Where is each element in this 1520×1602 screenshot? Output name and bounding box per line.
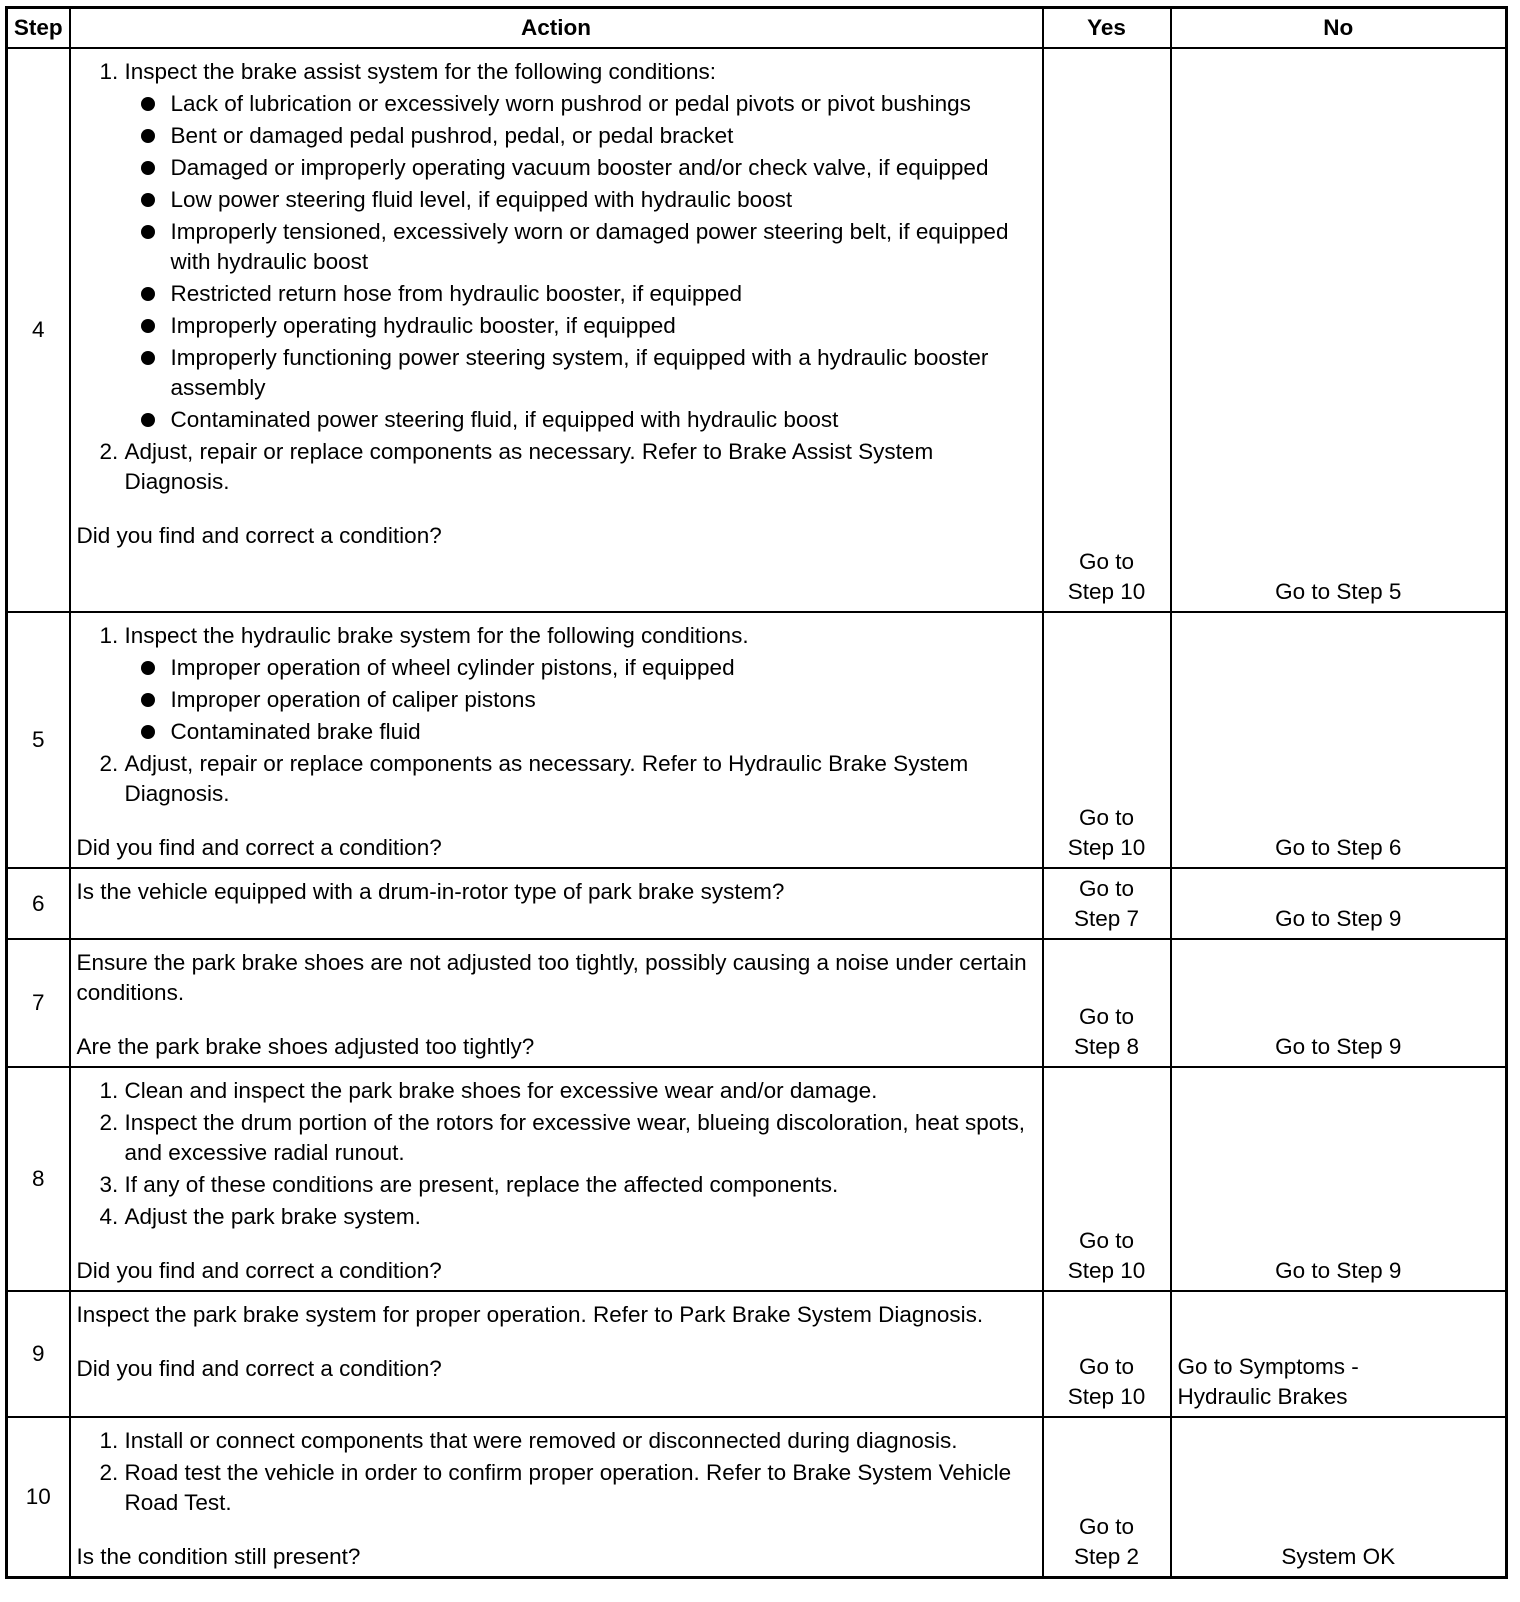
yes-text-line2: Step 10 <box>1067 1384 1146 1409</box>
list-item-text: Inspect the hydraulic brake system for the following conditions. <box>124 623 749 648</box>
yes-cell <box>1043 939 1171 1067</box>
bullet-item: Improperly tensioned, excessively worn or damaged power steering belt, if equipped with hydraulic boost <box>171 217 1036 277</box>
header-row <box>7 8 1507 49</box>
list-item: 2. Inspect the drum portion of the rotors for excessive wear, blueing discoloration, heat spots, and excessive radial runout. <box>125 1108 1036 1168</box>
header-action: Action <box>70 8 1043 49</box>
table-row <box>7 48 1507 612</box>
step-number: 6 <box>7 868 70 939</box>
no-cell: Go to Step 6 <box>1171 612 1507 868</box>
header-step: Step <box>7 8 70 49</box>
numbered-list <box>77 57 1036 497</box>
header-no: No <box>1171 8 1507 49</box>
list-item: 1. Install or connect components that were removed or disconnected during diagnosis. <box>125 1426 1036 1456</box>
yes-cell <box>1043 48 1171 612</box>
table-row <box>7 612 1507 868</box>
list-item-text: Inspect the brake assist system for the following conditions: <box>124 59 717 84</box>
yes-cell <box>1043 1417 1171 1578</box>
list-item <box>125 57 1036 435</box>
no-text-line2: Hydraulic Brakes <box>1177 1384 1348 1409</box>
yes-cell <box>1043 612 1171 868</box>
step-number: 10 <box>7 1417 70 1578</box>
list-item: 2. Adjust, repair or replace components as necessary. Refer to Hydraulic Brake System Diagnosis. <box>125 749 1036 809</box>
question-text: Did you find and correct a condition? <box>76 1356 442 1381</box>
question-text: Did you find and correct a condition? <box>76 1258 442 1283</box>
numbered-list <box>77 621 1036 809</box>
question-text: Is the condition still present? <box>76 1544 361 1569</box>
yes-text-line2: Step 10 <box>1067 1258 1146 1283</box>
list-item: 2. Adjust, repair or replace components as necessary. Refer to Brake Assist System Diagnosis. <box>125 437 1036 497</box>
no-text-line1: Go to Symptoms - <box>1177 1354 1359 1379</box>
header-yes: Yes <box>1043 8 1171 49</box>
bullet-item: Contaminated brake fluid <box>171 717 1036 747</box>
bullet-item: Damaged or improperly operating vacuum booster and/or check valve, if equipped <box>171 153 1036 183</box>
yes-cell <box>1043 868 1171 939</box>
table-row <box>7 1417 1507 1578</box>
action-cell <box>70 1291 1043 1417</box>
bullet-list <box>125 89 1036 435</box>
yes-text-line1: Go to <box>1078 805 1135 830</box>
bullet-item: Contaminated power steering fluid, if equipped with hydraulic boost <box>171 405 1036 435</box>
action-text: Inspect the park brake system for proper operation. Refer to Park Brake System Diagnosis. <box>76 1302 984 1327</box>
question-text: Did you find and correct a condition? <box>76 835 442 860</box>
bullet-item: Improper operation of caliper pistons <box>171 685 1036 715</box>
action-cell <box>70 612 1043 868</box>
table-row <box>7 868 1507 939</box>
table-row <box>7 1067 1507 1291</box>
bullet-item: Restricted return hose from hydraulic booster, if equipped <box>171 279 1036 309</box>
action-text: Ensure the park brake shoes are not adjusted too tightly, possibly causing a noise under certain conditions. <box>76 950 1027 1005</box>
yes-text-line1: Go to <box>1078 1228 1135 1253</box>
yes-text-line2: Step 10 <box>1067 835 1146 860</box>
step-number: 8 <box>7 1067 70 1291</box>
diagnostic-table-container <box>5 6 1508 1579</box>
no-cell <box>1171 1291 1507 1417</box>
no-cell: Go to Step 5 <box>1171 48 1507 612</box>
no-cell: Go to Step 9 <box>1171 939 1507 1067</box>
list-item: 3. If any of these conditions are present, replace the affected components. <box>125 1170 1036 1200</box>
yes-text-line2: Step 7 <box>1073 906 1140 931</box>
bullet-item: Low power steering fluid level, if equipped with hydraulic boost <box>171 185 1036 215</box>
list-item: 1. Clean and inspect the park brake shoes for excessive wear and/or damage. <box>125 1076 1036 1106</box>
question-text: Are the park brake shoes adjusted too tightly? <box>76 1034 535 1059</box>
yes-text-line1: Go to <box>1078 549 1135 574</box>
yes-text-line2: Step 2 <box>1073 1544 1140 1569</box>
action-cell <box>70 939 1043 1067</box>
action-cell <box>70 1067 1043 1291</box>
no-cell: Go to Step 9 <box>1171 868 1507 939</box>
yes-text-line2: Step 10 <box>1067 579 1146 604</box>
yes-text-line1: Go to <box>1078 1004 1135 1029</box>
bullet-item: Lack of lubrication or excessively worn pushrod or pedal pivots or pivot bushings <box>171 89 1036 119</box>
no-cell: System OK <box>1171 1417 1507 1578</box>
yes-cell <box>1043 1067 1171 1291</box>
question-text: Did you find and correct a condition? <box>76 523 442 548</box>
step-number: 5 <box>7 612 70 868</box>
bullet-item: Improperly operating hydraulic booster, if equipped <box>171 311 1036 341</box>
bullet-item: Improper operation of wheel cylinder pistons, if equipped <box>171 653 1036 683</box>
action-cell <box>70 48 1043 612</box>
no-cell: Go to Step 9 <box>1171 1067 1507 1291</box>
action-cell <box>70 1417 1043 1578</box>
yes-cell <box>1043 1291 1171 1417</box>
bullet-item: Improperly functioning power steering system, if equipped with a hydraulic booster assembly <box>171 343 1036 403</box>
step-number: 4 <box>7 48 70 612</box>
yes-text-line1: Go to <box>1078 1514 1135 1539</box>
step-number: 7 <box>7 939 70 1067</box>
yes-text-line1: Go to <box>1078 1354 1135 1379</box>
list-item: 2. Road test the vehicle in order to confirm proper operation. Refer to Brake System Vehicle Road Test. <box>125 1458 1036 1518</box>
table-row <box>7 939 1507 1067</box>
step-number: 9 <box>7 1291 70 1417</box>
action-text: Is the vehicle equipped with a drum-in-rotor type of park brake system? <box>76 879 785 904</box>
numbered-list <box>77 1076 1036 1232</box>
list-item: 4. Adjust the park brake system. <box>125 1202 1036 1232</box>
yes-text-line2: Step 8 <box>1073 1034 1140 1059</box>
numbered-list <box>77 1426 1036 1518</box>
yes-text-line1: Go to <box>1078 876 1135 901</box>
table-row <box>7 1291 1507 1417</box>
bullet-list <box>125 653 1036 747</box>
bullet-item: Bent or damaged pedal pushrod, pedal, or pedal bracket <box>171 121 1036 151</box>
action-cell <box>70 868 1043 939</box>
list-item <box>125 621 1036 747</box>
diagnostic-table <box>5 6 1508 1579</box>
